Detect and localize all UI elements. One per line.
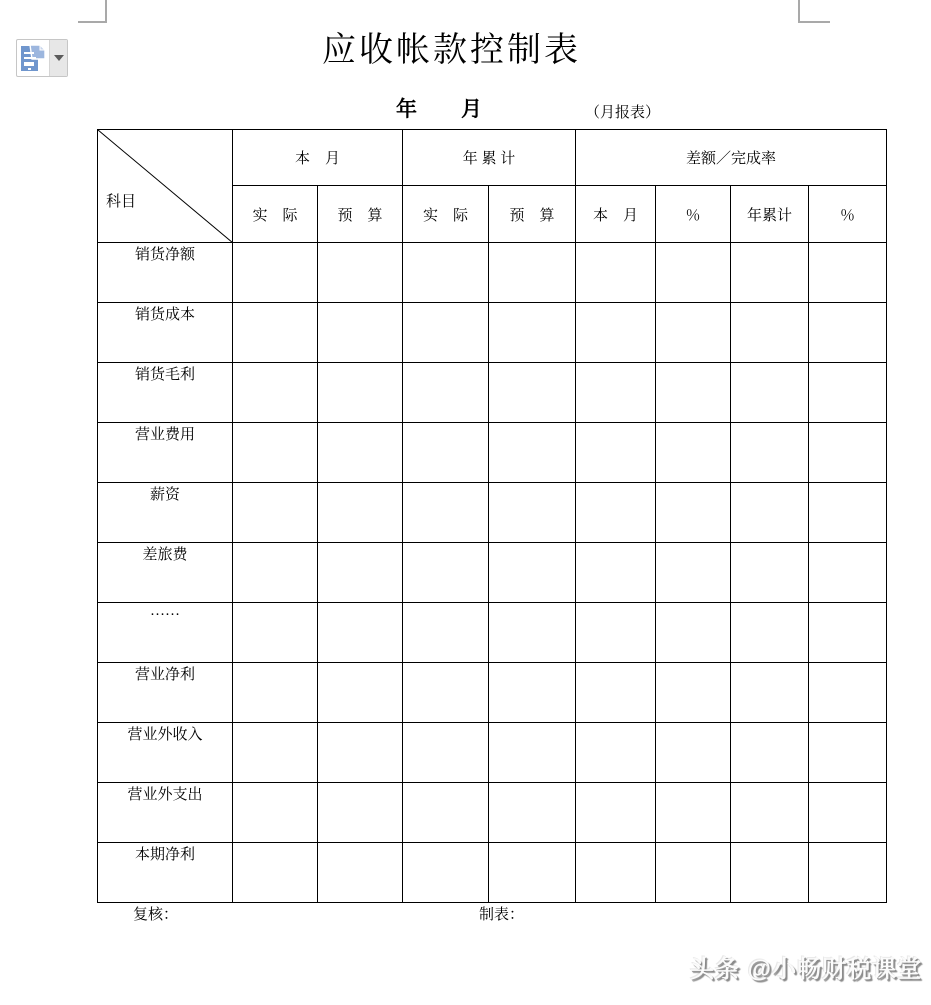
table-cell[interactable] — [489, 843, 576, 903]
table-cell[interactable] — [731, 363, 809, 423]
table-cell[interactable] — [809, 603, 887, 663]
table-cell[interactable] — [489, 303, 576, 363]
table-cell[interactable] — [233, 783, 318, 843]
table-row — [98, 603, 887, 663]
table-cell[interactable] — [233, 243, 318, 303]
row-label-gross-profit: 销货毛利 — [98, 363, 233, 423]
table-cell[interactable] — [403, 303, 489, 363]
table-cell[interactable] — [403, 483, 489, 543]
table-cell[interactable] — [656, 303, 731, 363]
control-form-table — [97, 129, 887, 903]
table-cell[interactable] — [403, 243, 489, 303]
table-row — [98, 543, 887, 603]
sub-header-budget-ytd: 预 算 — [489, 186, 576, 243]
table-cell[interactable] — [656, 423, 731, 483]
table-row — [98, 723, 887, 783]
table-cell[interactable] — [656, 363, 731, 423]
sub-header-actual-ytd: 实 际 — [403, 186, 489, 243]
table-cell[interactable] — [576, 783, 656, 843]
table-cell[interactable] — [731, 663, 809, 723]
table-cell[interactable] — [403, 603, 489, 663]
table-cell[interactable] — [731, 543, 809, 603]
table-cell[interactable] — [576, 603, 656, 663]
table-cell[interactable] — [809, 843, 887, 903]
table-cell[interactable] — [318, 783, 403, 843]
sub-header-percent-month: ％ — [656, 186, 731, 243]
date-month-label: 月 — [461, 97, 482, 121]
table-cell[interactable] — [318, 423, 403, 483]
table-cell[interactable] — [403, 663, 489, 723]
reviewer-label: 复核： — [133, 907, 179, 923]
table-cell[interactable] — [318, 603, 403, 663]
table-cell[interactable] — [233, 843, 318, 903]
table-cell[interactable] — [318, 303, 403, 363]
diagonal-line — [98, 130, 233, 243]
date-year-label: 年 — [396, 97, 417, 121]
report-type-label: （月报表） — [585, 105, 661, 121]
table-cell[interactable] — [318, 723, 403, 783]
table-cell[interactable] — [731, 243, 809, 303]
row-label-net-profit: 本期净利 — [98, 843, 233, 903]
table-cell[interactable] — [731, 843, 809, 903]
table-cell[interactable] — [233, 543, 318, 603]
table-cell[interactable] — [403, 423, 489, 483]
table-cell[interactable] — [731, 783, 809, 843]
row-label-operating-profit: 营业净利 — [98, 663, 233, 723]
row-label-cost-of-sales: 销货成本 — [98, 303, 233, 363]
table-row — [98, 783, 887, 843]
sub-header-actual-month: 实 际 — [233, 186, 318, 243]
table-cell[interactable] — [809, 363, 887, 423]
row-label-ellipsis: …… — [98, 603, 233, 663]
row-label-non-operating-expense: 营业外支出 — [98, 783, 233, 843]
table-row — [98, 243, 887, 303]
group-header-current-month: 本 月 — [233, 130, 403, 186]
preparer-label: 制表： — [479, 907, 525, 923]
table-cell[interactable] — [656, 543, 731, 603]
table-cell[interactable] — [318, 363, 403, 423]
table-cell[interactable] — [489, 723, 576, 783]
table-cell[interactable] — [318, 663, 403, 723]
sub-header-budget-month: 预 算 — [318, 186, 403, 243]
table-cell[interactable] — [318, 843, 403, 903]
row-label-non-operating-income: 营业外收入 — [98, 723, 233, 783]
table-cell[interactable] — [576, 363, 656, 423]
group-header-year-to-date: 年 累 计 — [403, 130, 576, 186]
table-cell[interactable] — [576, 663, 656, 723]
table-cell[interactable] — [731, 723, 809, 783]
table-cell[interactable] — [233, 723, 318, 783]
sub-header-variance-month: 本 月 — [576, 186, 656, 243]
table-cell[interactable] — [809, 543, 887, 603]
sub-header-percent-ytd: ％ — [809, 186, 887, 243]
table-row — [98, 843, 887, 903]
table-cell[interactable] — [233, 603, 318, 663]
table-cell[interactable] — [318, 483, 403, 543]
table-cell[interactable] — [656, 483, 731, 543]
table-cell[interactable] — [576, 483, 656, 543]
table-cell[interactable] — [731, 423, 809, 483]
row-label-net-sales: 销货净额 — [98, 243, 233, 303]
table-row — [98, 423, 887, 483]
table-cell[interactable] — [318, 543, 403, 603]
sub-header-variance-ytd: 年累计 — [731, 186, 809, 243]
page-title: 应收帐款控制表 — [322, 32, 581, 69]
table-cell[interactable] — [656, 723, 731, 783]
table-cell[interactable] — [731, 483, 809, 543]
table-row — [98, 303, 887, 363]
table-cell[interactable] — [656, 603, 731, 663]
subject-column-header: 科目 — [106, 194, 137, 210]
table-cell[interactable] — [489, 603, 576, 663]
table-cell[interactable] — [731, 603, 809, 663]
table-cell[interactable] — [489, 423, 576, 483]
table-cell[interactable] — [576, 543, 656, 603]
row-label-salaries: 薪资 — [98, 483, 233, 543]
table-cell[interactable] — [656, 843, 731, 903]
table-cell[interactable] — [809, 663, 887, 723]
table-cell[interactable] — [731, 303, 809, 363]
table-row — [98, 363, 887, 423]
table-cell[interactable] — [233, 363, 318, 423]
table-cell[interactable] — [403, 843, 489, 903]
table-cell[interactable] — [809, 783, 887, 843]
watermark-text: 头条 @小畅财税课堂 — [690, 956, 923, 983]
table-cell[interactable] — [233, 303, 318, 363]
table-row — [98, 663, 887, 723]
row-label-operating-expenses: 营业费用 — [98, 423, 233, 483]
table-cell[interactable] — [489, 543, 576, 603]
table-cell[interactable] — [403, 723, 489, 783]
table-cell[interactable] — [403, 363, 489, 423]
page-margin-mark-left — [78, 0, 107, 23]
table-cell[interactable] — [809, 483, 887, 543]
table-cell[interactable] — [576, 243, 656, 303]
table-cell[interactable] — [233, 663, 318, 723]
corner-header-cell — [98, 130, 233, 243]
table-cell[interactable] — [489, 663, 576, 723]
table-cell[interactable] — [656, 243, 731, 303]
table-cell[interactable] — [233, 483, 318, 543]
table-cell[interactable] — [489, 363, 576, 423]
table-row — [98, 483, 887, 543]
table-cell[interactable] — [809, 303, 887, 363]
table-cell[interactable] — [576, 303, 656, 363]
table-cell[interactable] — [233, 423, 318, 483]
row-label-travel-expenses: 差旅费 — [98, 543, 233, 603]
table-cell[interactable] — [403, 543, 489, 603]
table-cell[interactable] — [489, 243, 576, 303]
table-cell[interactable] — [318, 243, 403, 303]
table-cell[interactable] — [576, 843, 656, 903]
table-cell[interactable] — [576, 423, 656, 483]
table-cell[interactable] — [809, 243, 887, 303]
page-margin-mark-right — [798, 0, 830, 23]
table-cell[interactable] — [403, 783, 489, 843]
table-cell[interactable] — [489, 783, 576, 843]
table-cell[interactable] — [576, 723, 656, 783]
table-cell[interactable] — [809, 723, 887, 783]
table-cell[interactable] — [809, 423, 887, 483]
table-cell[interactable] — [656, 663, 731, 723]
group-header-variance-completion: 差额／完成率 — [576, 130, 887, 186]
table-cell[interactable] — [656, 783, 731, 843]
table-cell[interactable] — [489, 483, 576, 543]
